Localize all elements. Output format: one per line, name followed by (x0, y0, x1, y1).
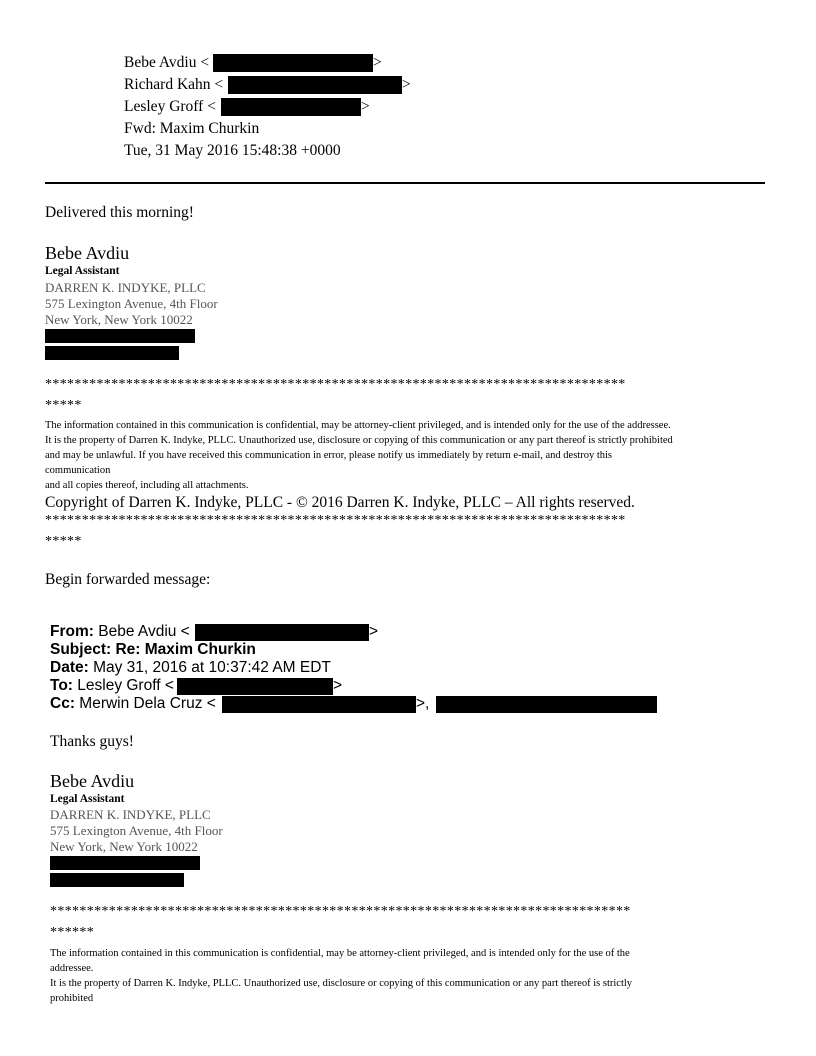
signature-firm: DARREN K. INDYKE, PLLC (45, 280, 206, 295)
fwd-disclaimer-line: It is the property of Darren K. Indyke, PLLC. Unauthorized use, disclosure or copying of this communication or any part thereof is strictly (50, 978, 633, 989)
header-divider (45, 182, 765, 184)
fwd-to-label: To: (50, 677, 73, 694)
fwd-stars-divider: ******************************************************************************* (50, 904, 631, 919)
fwd-disclaimer-line: The information contained in this communication is confidential, may be attorney-client privileged, and is intended only for the use of the (50, 948, 630, 959)
fwd-from-end: > (369, 623, 379, 640)
fwd-signature-name: Bebe Avdiu (50, 771, 135, 791)
from-value: Bebe Avdiu < (124, 54, 210, 71)
fwd-disclaimer-line: addressee. (50, 963, 94, 974)
redaction-block (222, 696, 416, 713)
redaction-block (213, 54, 373, 72)
redaction-block (45, 329, 195, 343)
redaction-block (195, 624, 369, 641)
fwd-signature-title: Legal Assistant (50, 793, 125, 805)
copyright-notice: Copyright of Darren K. Indyke, PLLC - © 2016 Darren K. Indyke, PLLC – All rights reserved. (45, 494, 635, 511)
fwd-message: Thanks guys! (50, 733, 134, 750)
fwd-subject-value: Re: Maxim Churkin (115, 641, 256, 658)
subject-value: Fwd: Maxim Churkin (124, 120, 260, 137)
fwd-disclaimer-block (50, 946, 750, 1006)
redaction-block (50, 873, 184, 887)
fwd-cc-row (50, 695, 216, 713)
fwd-cc-separator: >, (416, 695, 430, 712)
date-value: Tue, 31 May 2016 15:48:38 +0000 (124, 142, 341, 159)
fwd-date-value: May 31, 2016 at 10:37:42 AM EDT (93, 659, 331, 676)
stars-divider-tail: ***** (45, 398, 82, 413)
redaction-block (177, 678, 333, 695)
to-value-end: > (402, 76, 411, 93)
fwd-to-value: Lesley Groff < (77, 677, 174, 694)
from-value-end: > (373, 54, 382, 71)
disclaimer-block (45, 418, 770, 493)
stars-divider: ******************************************************************************* (45, 377, 626, 392)
disclaimer-line: and all copies thereof, including all attachments. (45, 480, 249, 491)
cc-value: Lesley Groff < (124, 98, 216, 115)
signature-address1: 575 Lexington Avenue, 4th Floor (45, 296, 218, 311)
fwd-cc-value: Merwin Dela Cruz < (79, 695, 216, 712)
fwd-subject-label: Subject: (50, 641, 112, 658)
fwd-signature-address1: 575 Lexington Avenue, 4th Floor (50, 823, 223, 838)
signature-name: Bebe Avdiu (45, 243, 130, 263)
fwd-subject-row (50, 641, 256, 659)
forward-intro: Begin forwarded message: (45, 571, 211, 588)
fwd-to-end: > (333, 677, 343, 694)
stars-divider-tail: ***** (45, 534, 82, 549)
redaction-block (228, 76, 402, 94)
stars-divider: ******************************************************************************* (45, 513, 626, 528)
fwd-to-row (50, 677, 174, 695)
redaction-block (45, 346, 179, 360)
disclaimer-line: It is the property of Darren K. Indyke, PLLC. Unauthorized use, disclosure or copying of this communication or any part thereof is strictly prohibited (45, 435, 673, 446)
fwd-cc-label: Cc: (50, 695, 75, 712)
to-value: Richard Kahn < (124, 76, 224, 93)
signature-address2: New York, New York 10022 (45, 312, 193, 327)
fwd-disclaimer-line: prohibited (50, 993, 94, 1004)
greeting-text: Delivered this morning! (45, 204, 194, 221)
redaction-block (50, 856, 200, 870)
disclaimer-line: and may be unlawful. If you have received this communication in error, please notify us immediately by return e-mail, and destroy this (45, 450, 612, 461)
fwd-signature-firm: DARREN K. INDYKE, PLLC (50, 807, 211, 822)
fwd-stars-divider-tail: ****** (50, 925, 95, 940)
cc-value-end: > (361, 98, 370, 115)
redaction-block (436, 696, 657, 713)
disclaimer-line: communication (45, 465, 111, 476)
signature-title: Legal Assistant (45, 265, 120, 277)
fwd-from-value: Bebe Avdiu < (98, 623, 190, 640)
redaction-block (221, 98, 361, 116)
fwd-date-label: Date: (50, 659, 89, 676)
fwd-from-row (50, 623, 190, 641)
disclaimer-line: The information contained in this communication is confidential, may be attorney-client privileged, and is intended only for the use of the addressee. (45, 420, 671, 431)
fwd-signature-address2: New York, New York 10022 (50, 839, 198, 854)
fwd-date-row (50, 659, 331, 677)
fwd-from-label: From: (50, 623, 94, 640)
